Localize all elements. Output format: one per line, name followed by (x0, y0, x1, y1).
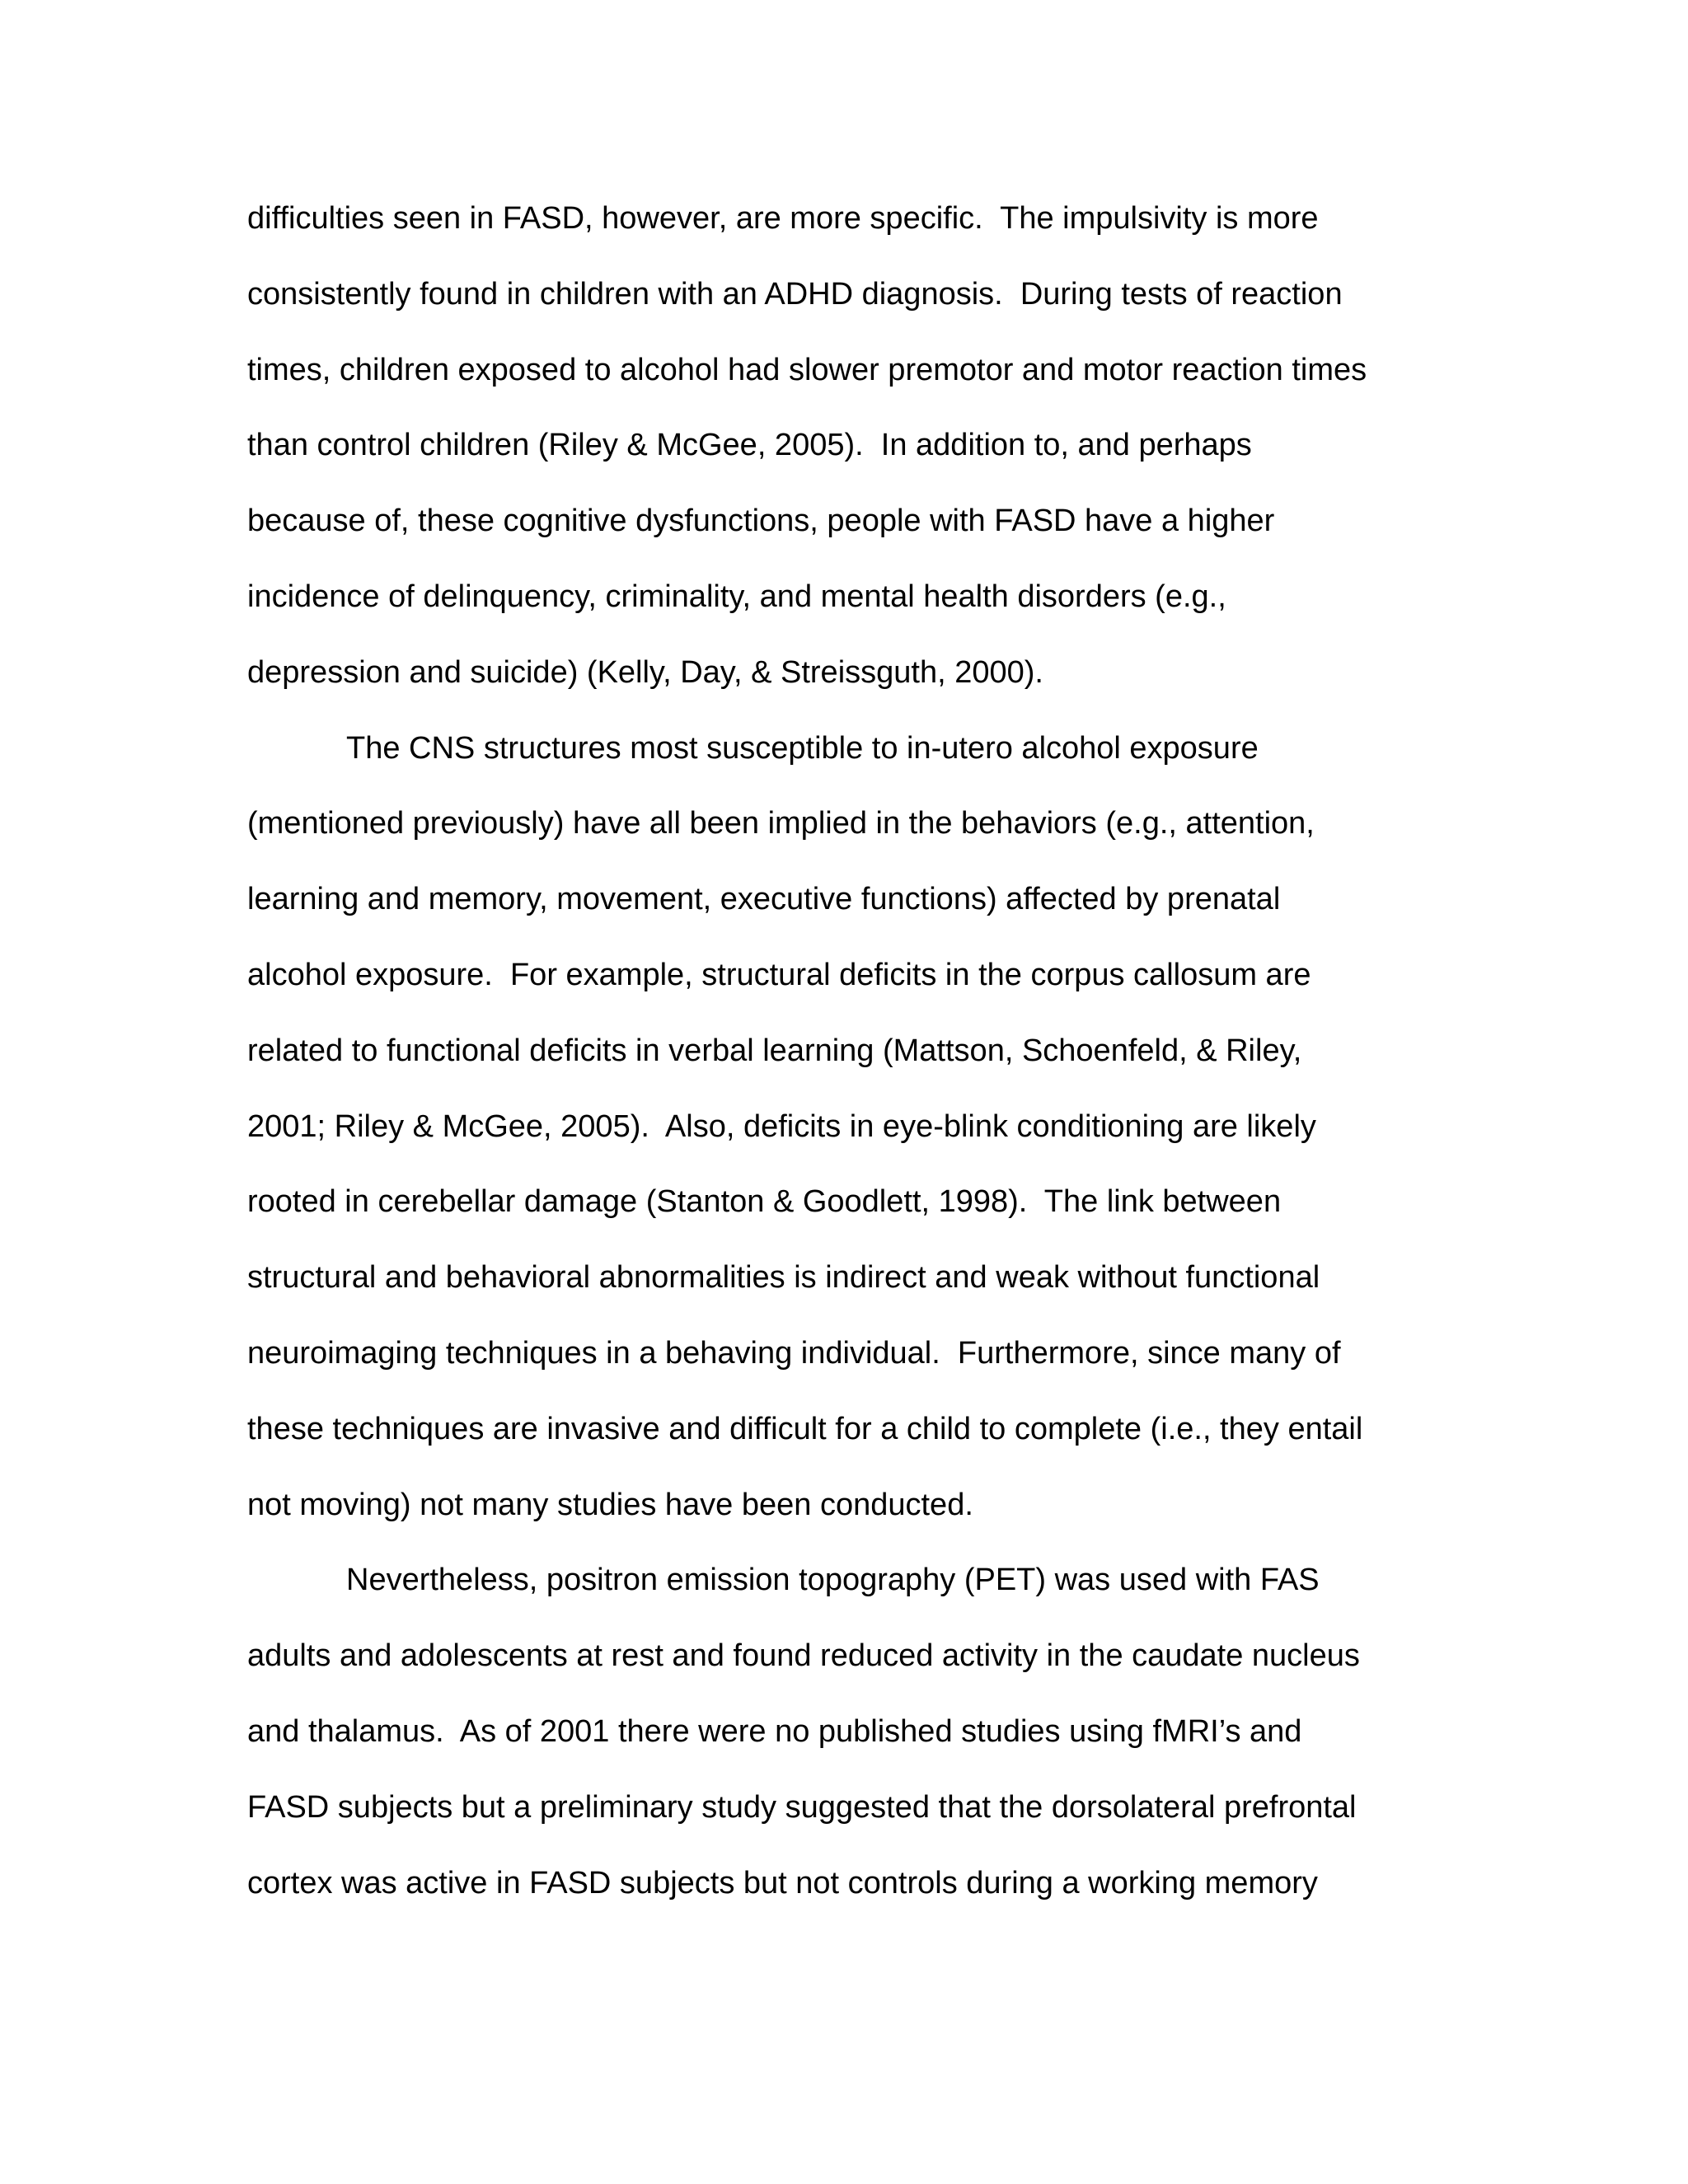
text-line: rooted in cerebellar damage (Stanton & Goodlett, 1998). The link between (247, 1184, 1282, 1220)
text-line: FASD subjects but a preliminary study suggested that the dorsolateral prefrontal (247, 1789, 1357, 1825)
text-line: than control children (Riley & McGee, 2005). In addition to, and perhaps (247, 428, 1252, 463)
text-line: times, children exposed to alcohol had slower premotor and motor reaction times (247, 352, 1367, 387)
text-line: adults and adolescents at rest and found reduced activity in the caudate nucleus (247, 1638, 1360, 1674)
text-line: consistently found in children with an ADHD diagnosis. During tests of reaction (247, 276, 1343, 312)
paragraph-start-line: The CNS structures most susceptible to in-utero alcohol exposure (346, 730, 1259, 766)
text-line: learning and memory, movement, executive functions) affected by prenatal (247, 882, 1281, 917)
text-line: depression and suicide) (Kelly, Day, & Streissguth, 2000). (247, 654, 1043, 690)
text-line: cortex was active in FASD subjects but not controls during a working memory (247, 1865, 1318, 1900)
paragraph-start-line: Nevertheless, positron emission topography (PET) was used with FAS (346, 1563, 1320, 1598)
text-line: and thalamus. As of 2001 there were no published studies using fMRI’s and (247, 1713, 1302, 1749)
text-line: 2001; Riley & McGee, 2005). Also, deficits in eye-blink conditioning are likely (247, 1108, 1316, 1144)
text-line: because of, these cognitive dysfunctions, people with FASD have a higher (247, 504, 1275, 539)
text-line: structural and behavioral abnormalities is indirect and weak without functional (247, 1260, 1320, 1296)
text-line: related to functional deficits in verbal learning (Mattson, Schoenfeld, & Riley, (247, 1033, 1302, 1068)
body-text (247, 181, 1451, 1921)
text-line: not moving) not many studies have been conducted. (247, 1487, 973, 1522)
text-line: (mentioned previously) have all been implied in the behaviors (e.g., attention, (247, 806, 1315, 841)
text-line: neuroimaging techniques in a behaving individual. Furthermore, since many of (247, 1335, 1341, 1371)
text-line: incidence of delinquency, criminality, and mental health disorders (e.g., (247, 579, 1226, 614)
text-line: these techniques are invasive and difficult for a child to complete (i.e., they entail (247, 1411, 1363, 1446)
text-line: alcohol exposure. For example, structural deficits in the corpus callosum are (247, 957, 1311, 992)
text-line: difficulties seen in FASD, however, are more specific. The impulsivity is more (247, 201, 1319, 236)
